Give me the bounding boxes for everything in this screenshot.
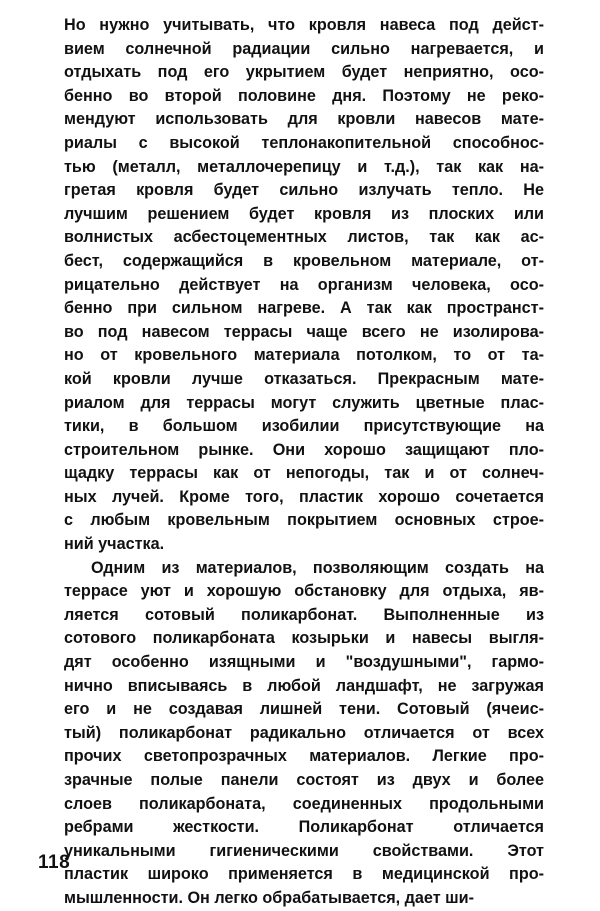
text-line: ных лучей. Кроме того, пластик хорошо сочетается (64, 487, 544, 506)
text-line: тый) поликарбонат радикально отличается от всех (64, 723, 544, 742)
paragraph-2 (64, 557, 544, 911)
text-line: лучшим решением будет кровля из плоских или (64, 204, 544, 223)
text-line: сотового поликарбоната козырьки и навесы выгля- (64, 629, 544, 648)
text-line: строительном рынке. Они хорошо защищают пло- (64, 440, 544, 459)
body-text (64, 14, 544, 911)
text-line: волнистых асбестоцементных листов, так как ас- (64, 228, 544, 247)
text-line: но от кровельного материала потолком, то от та- (64, 346, 544, 365)
text-line: с любым кровельным покрытием основных строе- (64, 511, 544, 530)
paragraph-1 (64, 14, 544, 557)
text-line: гретая кровля будет сильно излучать тепло. Не (64, 181, 544, 200)
text-line: дят особенно изящными и "воздушными", гармо- (64, 653, 544, 672)
text-line: мышленности. Он легко обрабатывается, дает ши- (64, 888, 474, 907)
text-line: бенно при сильном нагреве. А так как пространст- (64, 299, 544, 318)
text-line: прочих светопрозрачных материалов. Легкие про- (64, 747, 544, 766)
text-line: уникальными гигиеническими свойствами. Этот (64, 841, 544, 860)
text-line: во под навесом террасы чаще всего не изолирова- (64, 322, 544, 341)
text-line: ляется сотовый поликарбонат. Выполненные из (64, 605, 544, 624)
text-line: пластик широко применяется в медицинской про- (64, 865, 544, 884)
text-line: вием солнечной радиации сильно нагревается, и (64, 39, 544, 58)
text-line: бест, содержащийся в кровельном материале, от- (64, 251, 544, 270)
text-line: мендуют использовать для кровли навесов мате- (64, 110, 544, 129)
text-line: риалы с высокой теплонакопительной способнос- (64, 133, 544, 152)
text-line: ний участка. (64, 535, 165, 554)
text-line: зрачные полые панели состоят из двух и более (64, 771, 544, 789)
text-line: отдыхать под его укрытием будет неприятно, осо- (64, 63, 544, 82)
text-line: кой кровли лучше отказаться. Прекрасным мате- (64, 369, 544, 388)
text-line: щадку террасы как от непогоды, так и от солнеч- (64, 464, 544, 483)
text-line: тики, в большом изобилии присутствующие на (64, 417, 544, 436)
text-line: террасе уют и хорошую обстановку для отдыха, яв- (64, 582, 544, 601)
text-line: рицательно действует на организм человека, осо- (64, 275, 544, 294)
text-line: Но нужно учитывать, что кровля навеса под дейст- (64, 16, 544, 34)
text-line: тью (металл, металлочерепицу и т.д.), так как на- (64, 157, 544, 176)
text-line: его и не создавая лишней тени. Сотовый (ячеис- (64, 700, 544, 719)
text-line: бенно во второй половине дня. Поэтому не реко- (64, 86, 544, 105)
text-line: нично вписываясь в любой ландшафт, не загружая (64, 676, 544, 695)
page-number: 118 (38, 852, 71, 873)
text-line: риалом для террасы могут служить цветные плас- (64, 393, 544, 412)
text-line: Одним из материалов, позволяющим создать на (91, 558, 544, 577)
text-line: слоев поликарбоната, соединенных продольными (64, 794, 544, 813)
text-line: ребрами жесткости. Поликарбонат отличается (64, 818, 544, 837)
